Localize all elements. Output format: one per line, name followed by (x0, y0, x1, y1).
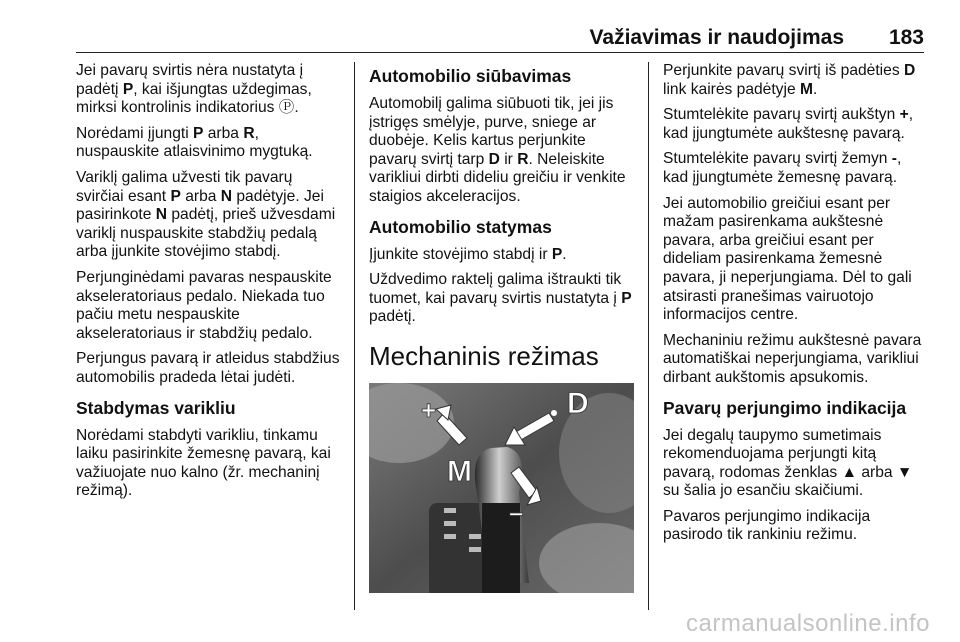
section-heading: Automobilio siūbavimas (369, 66, 572, 86)
drive-label: D (567, 386, 589, 420)
paragraph: Įjunkite stovėjimo stabdį ir P. (369, 245, 567, 263)
section-heading: Stabdymas varikliu (76, 397, 236, 418)
paragraph: Uždvedimo raktelį galima ištraukti tik tuomet, kai pavarų svirtis nustatyta į P padėtį. (369, 271, 632, 326)
paragraph: Mechaniniu režimu aukštesnė pavara automatiškai neperjungiama, varikliui dirbant aukštomis apsukomis. (663, 331, 922, 386)
column-3 (663, 62, 929, 552)
paragraph: Perjunkite pavarų svirtį iš padėties D link kairės padėtyje M. (663, 62, 916, 98)
watermark: carmanualsonline.info (686, 610, 930, 637)
paragraph: Jei automobilio greičiui esant per mažam pasirenkama aukštesnė pavara, arba greičiui esant per dideliam pasirenkama žemesnė pavara, ji neperjungiama. Dėl to gali atsirasti pranešimas vairuotojo informacijos centre. (663, 194, 912, 324)
paragraph: Stumtelėkite pavarų svirtį aukštyn +, kad įjungtumėte aukštesnę pavarą. (663, 106, 914, 142)
minus-label: – (509, 496, 524, 527)
paragraph: Automobilį galima siūbuoti tik, jei jis įstrigęs smėlyje, purve, sniege ar duobėje. Kelis kartus perjunkite pavarų svirtį tarp D ir R. Neleiskite varikliui dirbti dideliu greičiu ir venkite staigios akceleracijos. (369, 95, 626, 205)
manual-label: M (447, 454, 472, 488)
arrow-down-icon: ▼ (896, 463, 913, 481)
paragraph: Norėdami stabdyti varikliu, tinkamu laiku pasirinkite žemesnę pavarą, kai važiuojate nuo kalno (žr. mechaninį režimą). (76, 426, 331, 500)
plus-label: + (421, 394, 437, 425)
paragraph: Jei pavarų svirtis nėra nustatyta į padėtį P, kai išjungtas uždegimas, mirksi kontrolinis indikatorius Ⓟ. (76, 62, 312, 117)
chapter-heading: Mechaninis režimas (369, 340, 599, 371)
page-title: Važiavimas ir naudojimas (589, 26, 844, 49)
page-header (76, 22, 924, 53)
gear-lever-illustration (369, 383, 634, 593)
paragraph: Variklį galima užvesti tik pavarų svirčiai esant P arba N padėtyje. Jei pasirinkote N padėtį, prieš užvesdami variklį nuspauskite stabdžių pedalą arba įjunkite stovėjimo stabdį. (76, 168, 336, 261)
paragraph: Pavaros perjungimo indikacija pasirodo tik rankiniu režimu. (663, 507, 871, 544)
paragraph: Norėdami įjungti P arba R, nuspauskite atlaisvinimo mygtuką. (76, 124, 313, 161)
parking-indicator-icon: Ⓟ (278, 99, 295, 117)
section-heading: Pavarų perjungimo indikacija (663, 397, 907, 418)
column-2 (369, 62, 634, 593)
page-number: 183 (888, 26, 924, 49)
column-1 (76, 62, 344, 508)
section-heading: Automobilio statymas (369, 216, 552, 237)
paragraph: Jei degalų taupymo sumetimais rekomenduojama perjungti kitą pavarą, rodomas ženklas ▲ arba ▼ su šalia jo esančiu skaičiumi. (663, 426, 913, 500)
column-divider (648, 62, 649, 610)
paragraph: Perjunginėdami pavaras nespauskite akseleratoriaus pedalo. Niekada tuo pačiu metu nespauskite akseleratoriaus ir stabdžių pedalo. (76, 268, 332, 342)
column-divider (354, 62, 355, 610)
arrow-up-icon: ▲ (841, 463, 857, 481)
paragraph: Perjungus pavarą ir atleidus stabdžius automobilis pradeda lėtai judėti. (76, 350, 340, 386)
gear-lever-figure (369, 383, 634, 593)
paragraph: Stumtelėkite pavarų svirtį žemyn -, kad įjungtumėte žemesnę pavarą. (663, 150, 902, 186)
